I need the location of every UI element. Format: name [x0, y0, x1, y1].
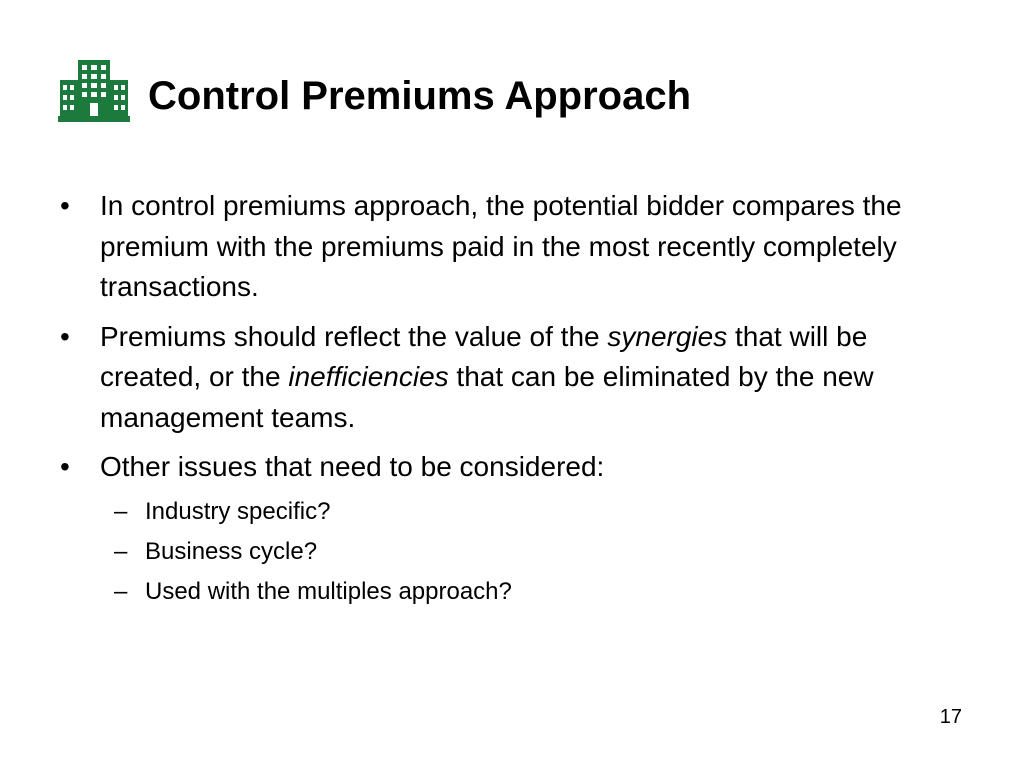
sub-bullet-text: Industry specific?	[145, 497, 331, 525]
bullet-text: In control premiums approach, the potential bidder compares the premium with the premiums paid in the most recently completely transactions.	[100, 190, 902, 302]
sub-bullet-marker: –	[114, 497, 128, 525]
emphasis-text: synergies	[607, 320, 728, 352]
bullet-marker: •	[60, 320, 70, 352]
bullet-text: Premiums should reflect the value of the	[100, 320, 608, 352]
bullet-marker: •	[60, 190, 70, 221]
page-number: 17	[939, 706, 962, 728]
sub-bullet-text: Used with the multiples approach?	[145, 577, 512, 605]
bullet-item	[58, 186, 958, 308]
bullet-marker: •	[60, 451, 70, 482]
bullet-text: Other issues that need to be considered:	[100, 451, 605, 482]
bullet-list	[58, 186, 958, 617]
building-icon	[58, 58, 130, 122]
sub-bullet-item	[58, 577, 958, 607]
bullet-item	[58, 447, 958, 488]
bullet-text: that can be eliminated by the new management teams.	[100, 361, 874, 433]
bullet-item	[58, 317, 958, 439]
sub-bullet-marker: –	[114, 577, 128, 605]
emphasis-text: inefficiencies	[288, 361, 449, 392]
sub-bullet-item	[58, 497, 958, 527]
sub-bullet-item	[58, 537, 958, 567]
bullet-text: that will be created, or the	[100, 320, 868, 392]
slide-title: Control Premiums Approach	[148, 74, 692, 118]
sub-bullet-marker: –	[114, 537, 128, 565]
sub-bullet-text: Business cycle?	[145, 537, 318, 565]
